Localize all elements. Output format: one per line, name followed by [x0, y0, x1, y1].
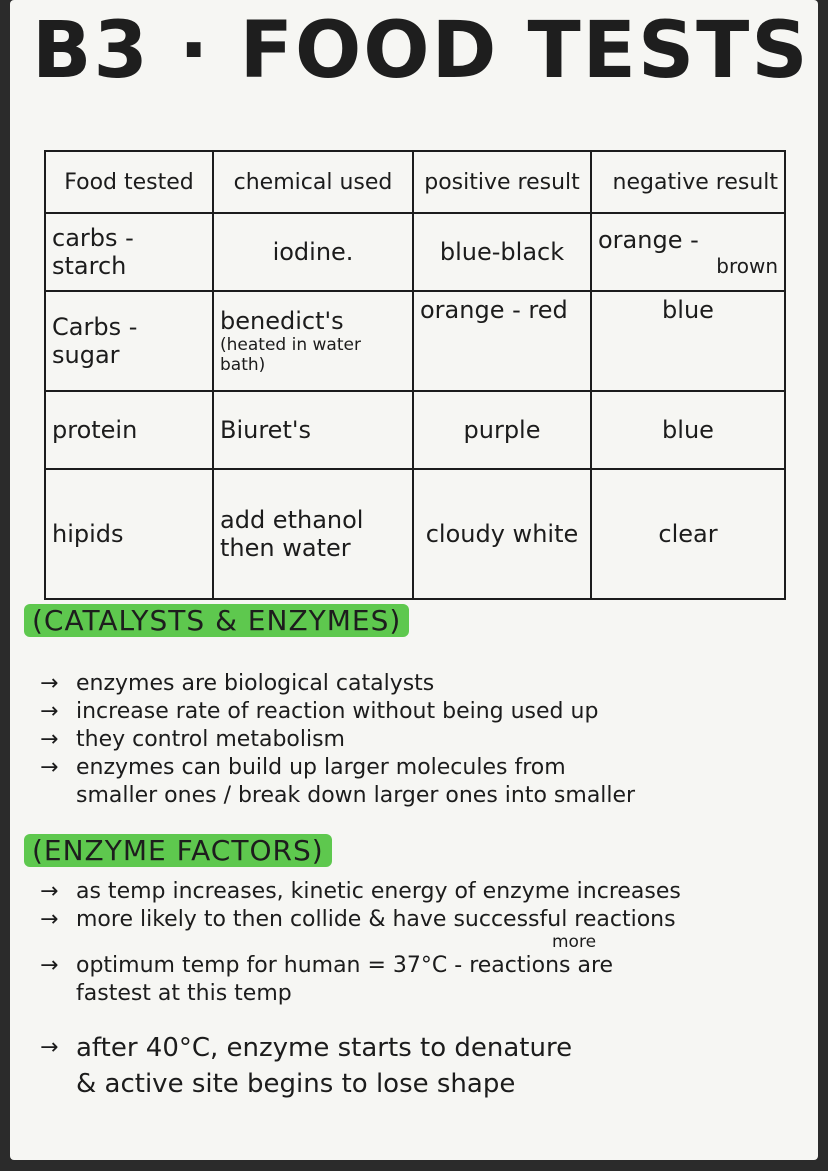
negative-cell: blue: [591, 291, 785, 391]
catalysts-heading-text: (CATALYSTS & ENZYMES): [24, 604, 409, 637]
negative-cell: clear: [591, 469, 785, 599]
chemical-cell: Biuret's: [213, 391, 413, 469]
factors-heading: [24, 834, 332, 867]
list-item-continued: smaller ones / break down larger ones into smaller: [76, 783, 636, 808]
list-item-continued: fastest at this temp: [76, 981, 292, 1006]
list-item: → more likely to then collide & have successful reactions more: [32, 906, 681, 934]
negative-value: orange -: [598, 226, 699, 254]
header-chemical-used: chemical used: [213, 151, 413, 213]
negative-cell: blue: [591, 391, 785, 469]
list-item-continued: & active site begins to lose shape: [76, 1069, 516, 1099]
table-header-row: [45, 151, 785, 213]
table-row: [45, 291, 785, 391]
arrow-icon: →: [40, 699, 59, 724]
arrow-icon: →: [40, 1035, 59, 1060]
list-item: → enzymes are biological catalysts: [40, 671, 435, 696]
positive-cell: cloudy white: [413, 469, 591, 599]
arrow-icon: →: [40, 755, 59, 780]
factors-notes: [32, 878, 681, 1102]
chemical-cell: [213, 291, 413, 391]
food-cell: hipids: [45, 469, 213, 599]
list-item: → enzymes can build up larger molecules from: [40, 755, 566, 780]
factors-heading-text: (ENZYME FACTORS): [24, 834, 332, 867]
notes-page: [10, 0, 818, 1160]
food-cell: protein: [45, 391, 213, 469]
food-cell: carbs - starch: [45, 213, 213, 291]
table-row: [45, 213, 785, 291]
positive-cell: blue-black: [413, 213, 591, 291]
negative-note: brown: [716, 254, 778, 278]
inserted-word: more: [552, 932, 597, 952]
header-negative-result: negative result: [591, 151, 785, 213]
negative-cell: [591, 213, 785, 291]
chemical-value: benedict's: [220, 307, 344, 335]
list-item: → as temp increases, kinetic energy of enzyme increases: [40, 879, 681, 904]
arrow-icon: →: [40, 907, 59, 932]
list-item: → after 40°C, enzyme starts to denature: [32, 1030, 681, 1066]
list-item: → they control metabolism: [40, 727, 345, 752]
catalysts-notes: [32, 670, 635, 810]
chemical-note: (heated in water bath): [220, 335, 361, 375]
page-title: B3 · FOOD TESTS: [32, 6, 810, 96]
list-item: → optimum temp for human = 37°C - reactions are: [40, 953, 614, 978]
table-row: [45, 391, 785, 469]
arrow-icon: →: [40, 671, 59, 696]
positive-cell: purple: [413, 391, 591, 469]
chemical-cell: add ethanol then water: [213, 469, 413, 599]
list-item: → increase rate of reaction without being used up: [40, 699, 599, 724]
arrow-icon: →: [40, 727, 59, 752]
header-food-tested: Food tested: [45, 151, 213, 213]
arrow-icon: →: [40, 879, 59, 904]
food-cell: Carbs - sugar: [45, 291, 213, 391]
catalysts-heading: [24, 604, 409, 637]
table-row: [45, 469, 785, 599]
chemical-cell: iodine.: [213, 213, 413, 291]
positive-cell: orange - red: [413, 291, 591, 391]
food-tests-table: [44, 150, 786, 600]
arrow-icon: →: [40, 953, 59, 978]
header-positive-result: positive result: [413, 151, 591, 213]
